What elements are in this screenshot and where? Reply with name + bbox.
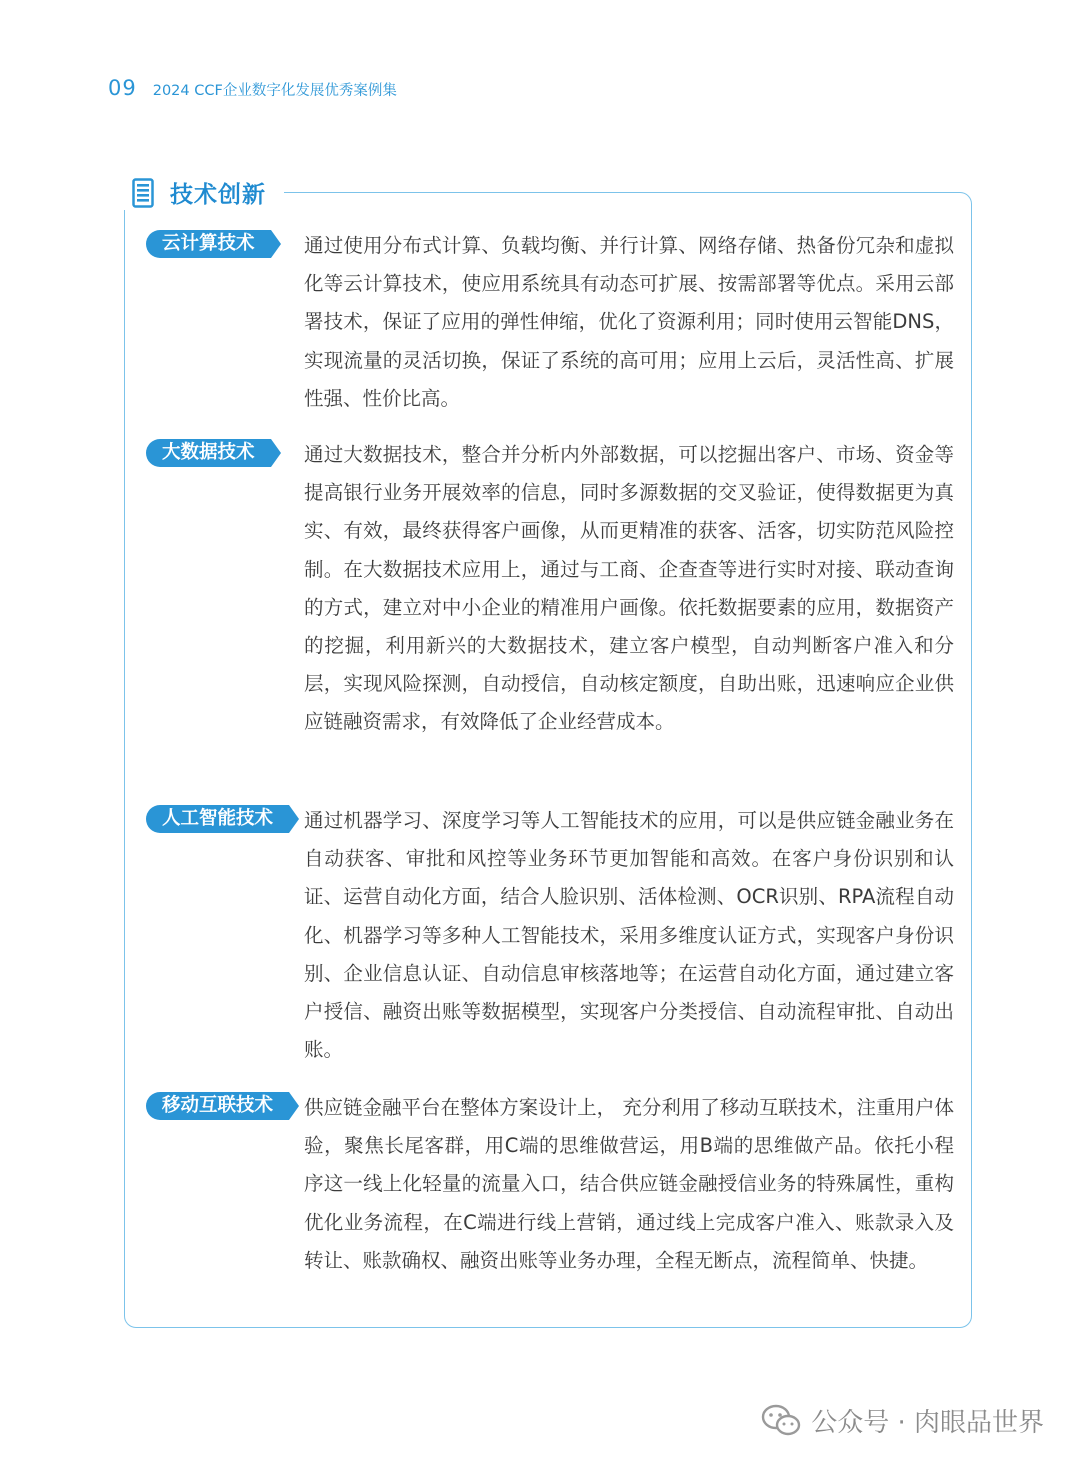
section-title: 技术创新 bbox=[170, 182, 266, 208]
tag-label: 移动互联技术 bbox=[146, 1092, 289, 1120]
wechat-icon bbox=[761, 1404, 801, 1438]
item-description: 通过机器学习、深度学习等人工智能技术的应用，可以是供应链金融业务在自动获客、审批和风控等业务环节更加智能和高效。在客户身份识别和认证、运营自动化方面，结合人脸识别、活体检测、OCR识别、RPA流程自动化、机器学习等多种人工智能技术，采用多维度认证方式，实现客户身份识别、企业信息认证、自动信息审核落地等；在运营自动化方面，通过建立客户授信、融资出账等数据模型，实现客户分类授信、自动流程审批、自动出账。 bbox=[304, 809, 954, 1062]
item-description: 通过大数据技术，整合并分析内外部数据，可以挖掘出客户、市场、资金等提高银行业务开展效率的信息，同时多源数据的交叉验证，使得数据更为真实、有效，最终获得客户画像，从而更精准的获客、活客，切实防范风险控制。在大数据技术应用上，通过与工商、企查查等进行实时对接、联动查询的方式，建立对中小企业的精准用户画像。依托数据要素的应用，数据资产的挖掘，利用新兴的大数据技术，建立客户模型，自动判断客户准入和分层，实现风险探测，自动授信，自动核定额度，自助出账，迅速响应企业供应链融资需求，有效降低了企业经营成本。 bbox=[304, 443, 954, 734]
item-description: 通过使用分布式计算、负载均衡、并行计算、网络存储、热备份冗杂和虚拟化等云计算技术，使应用系统具有动态可扩展、按需部署等优点。采用云部署技术，保证了应用的弹性伸缩，优化了资源利用；同时使用云智能DNS，实现流量的灵活切换，保证了系统的高可用；应用上云后，灵活性高、扩展性强、性价比高。 bbox=[304, 234, 954, 410]
watermark-text: 公众号 · 肉眼品世界 bbox=[811, 1408, 1044, 1438]
item-description: 供应链金融平台在整体方案设计上， 充分利用了移动互联技术，注重用户体验，聚焦长尾客群，用C端的思维做营运，用B端的思维做产品。依托小程序这一线上化轻量的流量入口，结合供应链金融授信业务的特殊属性，重构优化业务流程，在C端进行线上营销，通过线上完成客户准入、账款录入及转让、账款确权、融资出账等业务办理，全程无断点，流程简单、快捷。 bbox=[304, 1096, 954, 1272]
tag-label: 人工智能技术 bbox=[146, 805, 289, 833]
page-number: 09 bbox=[108, 76, 137, 100]
section-heading bbox=[132, 176, 266, 209]
page-caption: 2024 CCF企业数字化发展优秀案例集 bbox=[152, 83, 397, 99]
tag-label: 云计算技术 bbox=[146, 230, 271, 258]
watermark bbox=[761, 1402, 1044, 1439]
tag-label: 大数据技术 bbox=[146, 439, 271, 467]
document-list-icon bbox=[132, 178, 154, 208]
page-header bbox=[108, 76, 397, 100]
